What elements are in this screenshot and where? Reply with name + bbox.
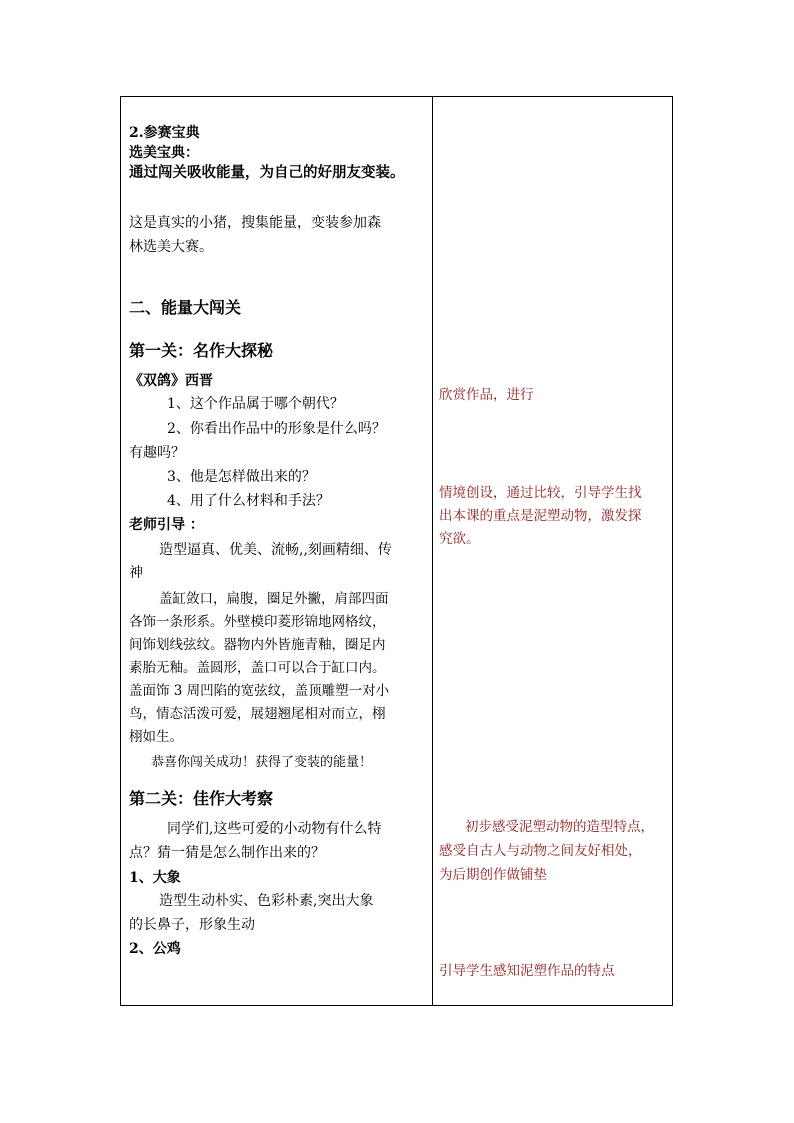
item-2-title: 2、公鸡	[129, 941, 181, 957]
item-1-desc-1: 造型生动朴实、色彩朴素,突出大象	[159, 893, 374, 909]
question-intro-2: 点？猜一猜是怎么制作出来的？	[129, 845, 325, 861]
congrats-text: 恭喜你闯关成功！获得了变装的能量！	[151, 755, 373, 770]
question-2: 2、你看出作品中的形象是什么吗？	[167, 421, 386, 437]
question-3: 3、他是怎样做出来的？	[167, 469, 316, 485]
note-scenario-2: 出本课的重点是泥塑动物，激发探	[439, 508, 642, 524]
level-1-heading: 第一关：名作大探秘	[129, 341, 274, 360]
column-divider	[432, 97, 433, 1005]
artwork-desc-2: 各饰一条形系。外壁模印菱形锦地网格纹，	[129, 614, 386, 630]
note-perceive: 引导学生感知泥塑作品的特点	[439, 963, 615, 979]
question-1: 1、这个作品属于哪个朝代？	[167, 396, 344, 412]
artwork-desc-4: 素胎无釉。盖圆形，盖口可以合于缸口内。	[129, 660, 386, 676]
piggy-text-line2: 林选美大赛。	[129, 239, 213, 255]
note-scenario-3: 究欲。	[439, 531, 480, 547]
teacher-guide-label: 老师引导 ：	[129, 517, 204, 533]
section-2-title: 2.参赛宝典	[129, 125, 200, 141]
note-feel-3: 为后期创作做铺垫	[439, 867, 547, 883]
artwork-desc-5: 盖面饰 3 周凹陷的宽弦纹，盖顶雕塑一对小	[129, 683, 390, 699]
artwork-title: 《双鸽》西晋	[129, 373, 213, 389]
artwork-desc-7: 栩如生。	[129, 729, 183, 745]
artwork-desc-3: 间饰划线弦纹。器物内外皆施青釉，圈足内	[129, 637, 386, 653]
beauty-guide-title: 选美宝典：	[129, 145, 199, 161]
teacher-guide-line1: 造型逼真、优美、流畅,,刻画精细、传	[159, 542, 392, 558]
note-scenario-1: 情境创设，通过比较，引导学生找	[439, 485, 642, 501]
note-feel-2: 感受自古人与动物之间友好相处，	[439, 843, 642, 859]
lesson-table	[120, 96, 673, 1006]
artwork-desc-1: 盖缸敛口，扁腹，圈足外撇，肩部四面	[159, 591, 389, 607]
part-2-heading: 二、能量大闯关	[129, 298, 242, 317]
question-intro-1: 同学们,这些可爱的小动物有什么特	[167, 821, 382, 837]
item-1-title: 1、大象	[129, 870, 181, 886]
piggy-text-line1: 这是真实的小猪，搜集能量，变装参加森	[129, 215, 381, 231]
question-2-cont: 有趣吗？	[129, 445, 185, 461]
question-4: 4、用了什么材料和手法？	[167, 493, 330, 509]
beauty-guide-desc: 通过闯关吸收能量，为自己的好朋友变装。	[129, 164, 405, 181]
note-feel-1: 初步感受泥塑动物的造型特点，	[465, 819, 654, 835]
level-2-heading: 第二关：佳作大考察	[129, 789, 274, 808]
item-1-desc-2: 的长鼻子，形象生动	[129, 917, 255, 933]
teacher-guide-line2: 神	[129, 565, 143, 581]
note-appreciate: 欣赏作品，进行	[439, 387, 534, 403]
artwork-desc-6: 鸟，情态活泼可爱，展翅翘尾相对而立，栩	[129, 706, 386, 722]
